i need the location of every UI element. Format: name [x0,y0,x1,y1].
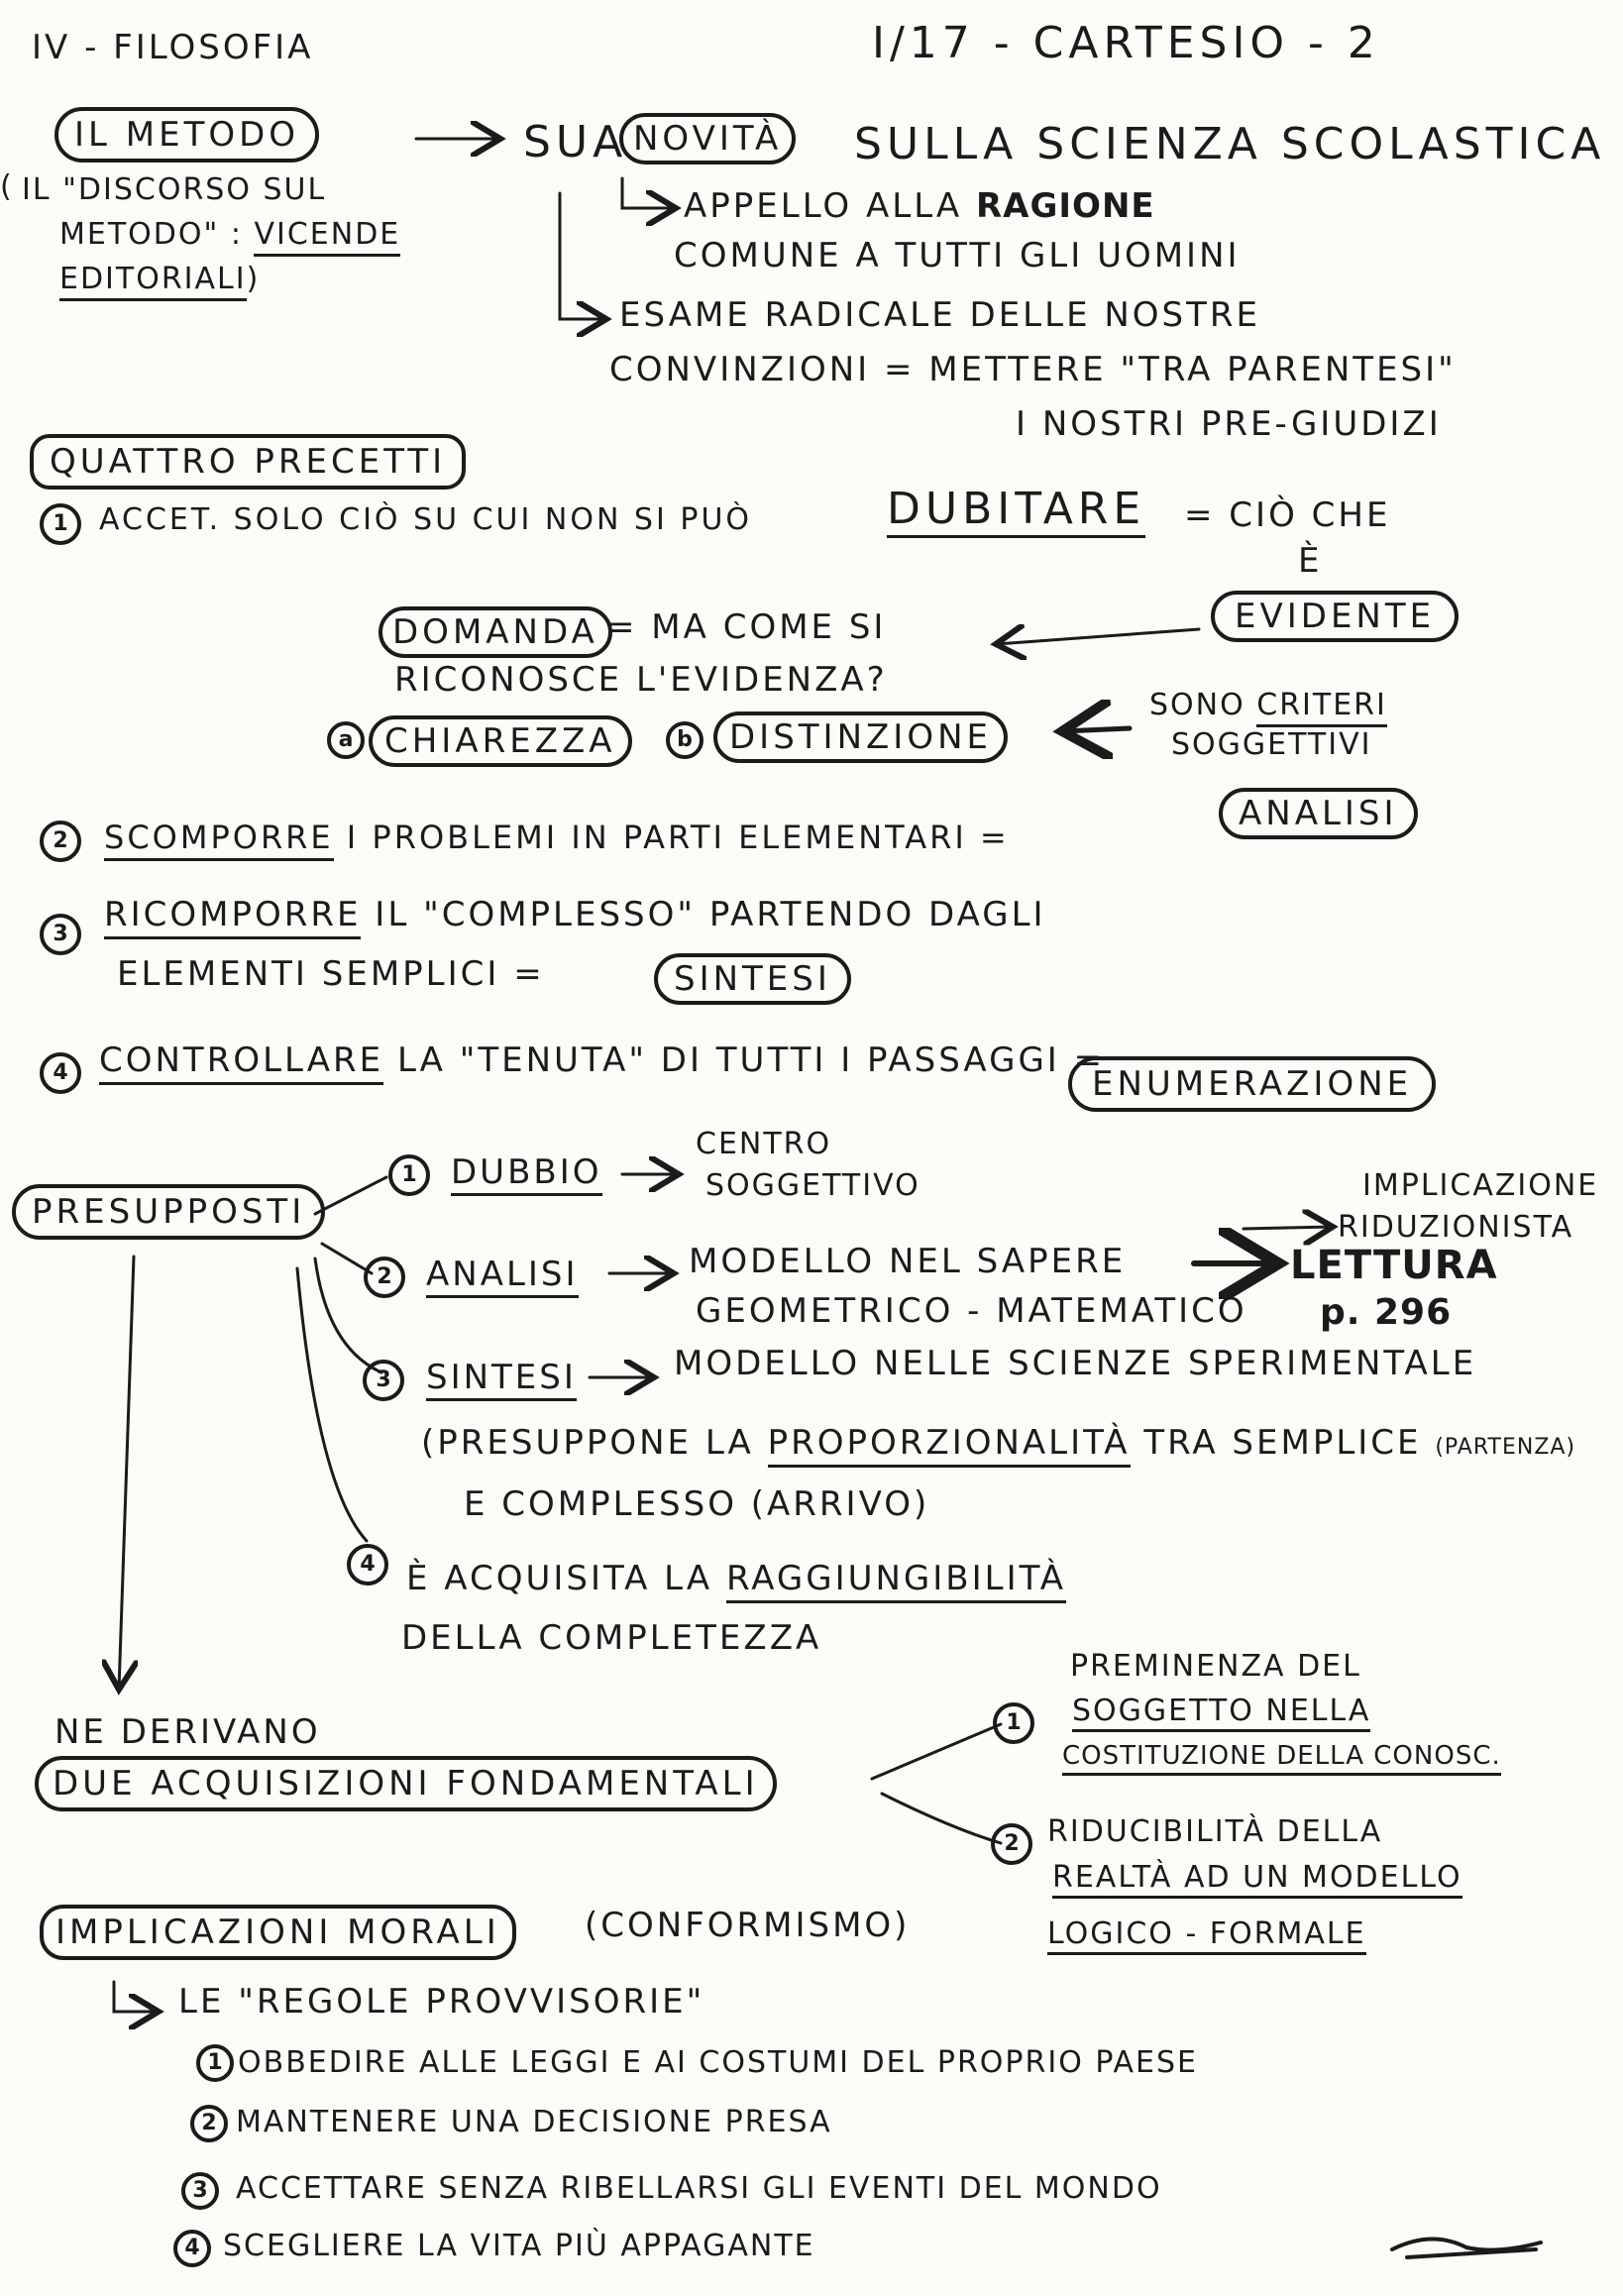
signature-mark [1392,2239,1541,2257]
acquisizione-1-line2: SOGGETTO NELLA [1072,1695,1370,1732]
precept-1-dubitare: DUBITARE [887,486,1145,538]
domanda-box: DOMANDA [379,606,612,658]
note-line2: METODO" : VICENDE [59,218,400,251]
precepts-title: QUATTRO PRECETTI [30,434,466,490]
acquisita-line1: È ACQUISITA LA RAGGIUNGIBILITÀ [406,1561,1066,1597]
presupposto-2-number: 2 [364,1257,405,1298]
criteri-line1: SONO CRITERI [1149,689,1387,721]
conformismo-label: (CONFORMISMO) [585,1906,911,1945]
sintesi-rest: MODELLO NELLE SCIENZE SPERIMENTALE [674,1344,1477,1383]
presupposto-1-number: 1 [388,1154,430,1196]
precept-3-number: 3 [40,914,81,955]
criterion-a-marker: a [327,721,365,759]
precept-1-text: ACCET. SOLO CIÒ SU CUI NON SI PUÒ [99,502,753,537]
lettura-label: LETTURA [1290,1243,1498,1288]
precept-2-number: 2 [40,820,81,862]
sintesi-box: SINTESI [654,953,851,1005]
precept-1-rest1: = CIÒ CHE [1184,495,1391,535]
analisi-rest2: GEOMETRICO - MATEMATICO [696,1291,1247,1331]
acquisizione-1-line1: PREMINENZA DEL [1070,1649,1361,1684]
line-presupposti-4 [297,1268,367,1541]
criterion-b-marker: b [666,721,703,759]
precept-1-rest2: È [1298,541,1323,581]
precept-4-text: CONTROLLARE LA "TENUTA" DI TUTTI I PASSAGGI = [99,1042,1105,1079]
evidente-box: EVIDENTE [1211,591,1459,642]
presupposto-analisi: ANALISI [426,1257,579,1298]
acquisizione-1-line3: COSTITUZIONE DELLA CONOSC. [1062,1742,1501,1776]
precept-1-number: 1 [40,503,81,545]
morali-title: IMPLICAZIONI MORALI [40,1905,516,1960]
acquisizione-2-line2: REALTÀ AD UN MODELLO [1052,1861,1462,1899]
acquisizione-2-line3: LOGICO - FORMALE [1047,1917,1366,1955]
regola-4-number: 4 [173,2230,211,2267]
precept-4-number: 4 [40,1052,81,1094]
criteri-line2: SOGGETTIVI [1171,727,1372,762]
regola-2-number: 2 [190,2105,228,2142]
note-line3: EDITORIALI) [59,263,260,295]
regola-4: SCEGLIERE LA VITA PIÙ APPAGANTE [223,2229,815,2263]
novita-box: NOVITÀ [619,113,796,164]
page-code: I/17 - CARTESIO - 2 [872,18,1380,68]
note-open: ( [0,169,14,204]
bracket-appello [622,178,676,208]
acquisizioni-intro: NE DERIVANO [54,1712,321,1752]
complesso-line: E COMPLESSO (ARRIVO) [464,1484,930,1524]
subject-label: IV - FILOSOFIA [32,28,314,67]
appello-line2: COMUNE A TUTTI GLI UOMINI [674,236,1241,275]
novita-rest: SULLA SCIENZA SCOLASTICA [854,119,1606,169]
distinzione-box: DISTINZIONE [713,711,1008,763]
regola-2: MANTENERE UNA DECISIONE PRESA [236,2105,832,2139]
presuppone-line: (PRESUPPONE LA PROPORZIONALITÀ TRA SEMPLICE (PARTENZA) [421,1425,1575,1462]
domanda-line2: RICONOSCE L'EVIDENZA? [394,660,888,700]
acquisizioni-title: DUE ACQUISIZIONI FONDAMENTALI [35,1756,777,1811]
centro-line2: SOGGETTIVO [705,1168,920,1203]
centro-line1: CENTRO [696,1127,832,1161]
line-acquisizioni-1 [872,1724,1001,1779]
appello-line1: APPELLO ALLA RAGIONE [684,186,1155,226]
acquisita-line2: DELLA COMPLETEZZA [401,1618,822,1658]
presupposto-4-number: 4 [347,1544,388,1585]
presupposto-dubbio: DUBBIO [451,1154,602,1196]
implicazione-line1: IMPLICAZIONE [1362,1168,1599,1203]
regola-1-number: 1 [196,2044,234,2082]
arrow-presupposti-down [119,1257,134,1690]
acquisizione-2-number: 2 [991,1823,1032,1865]
presupposti-title: PRESUPPOSTI [12,1184,325,1240]
regola-3-number: 3 [181,2172,219,2210]
analisi-box: ANALISI [1219,788,1418,839]
bracket-esame [560,193,606,319]
enumerazione-box: ENUMERAZIONE [1068,1056,1436,1112]
esame-line1: ESAME RADICALE DELLE NOSTRE [619,295,1261,335]
esame-line2: CONVINZIONI = METTERE "TRA PARENTESI" [609,350,1457,389]
domanda-rest: = MA COME SI [606,607,887,647]
arrow-criteri [1062,728,1130,731]
regole-label: LE "REGOLE PROVVISORIE" [178,1982,705,2022]
line-acquisizioni-2 [882,1794,1001,1843]
regola-1: OBBEDIRE ALLE LEGGI E AI COSTUMI DEL PROPRIO PAESE [238,2045,1198,2080]
implicazione-line2: RIDUZIONISTA [1338,1210,1574,1245]
note-line1: IL "DISCORSO SUL [22,172,327,207]
precept-3-line2: ELEMENTI SEMPLICI = [117,954,545,994]
acquisizione-2-line1: RIDUCIBILITÀ DELLA [1047,1814,1383,1849]
arrow-evidente-domanda [996,629,1199,644]
analisi-rest1: MODELLO NEL SAPERE [689,1242,1127,1281]
line-presupposti-dubbio [315,1177,386,1214]
precept-2-text: SCOMPORRE I PROBLEMI IN PARTI ELEMENTARI = [104,820,1010,855]
bracket-regole [114,1982,159,2012]
presupposto-3-number: 3 [363,1360,404,1401]
sua-label: SUA [523,117,628,167]
lettura-page: p. 296 [1320,1292,1453,1333]
esame-line3: I NOSTRI PRE-GIUDIZI [1016,404,1442,444]
presupposto-sintesi: SINTESI [426,1360,577,1401]
arrow-implicazione [1244,1227,1333,1229]
precept-3-text: RICOMPORRE IL "COMPLESSO" PARTENDO DAGLI [104,897,1046,933]
chiarezza-box: CHIAREZZA [369,715,632,767]
method-title: IL METODO [54,107,319,163]
acquisizione-1-number: 1 [993,1702,1034,1744]
regola-3: ACCETTARE SENZA RIBELLARSI GLI EVENTI DEL MONDO [236,2171,1162,2206]
